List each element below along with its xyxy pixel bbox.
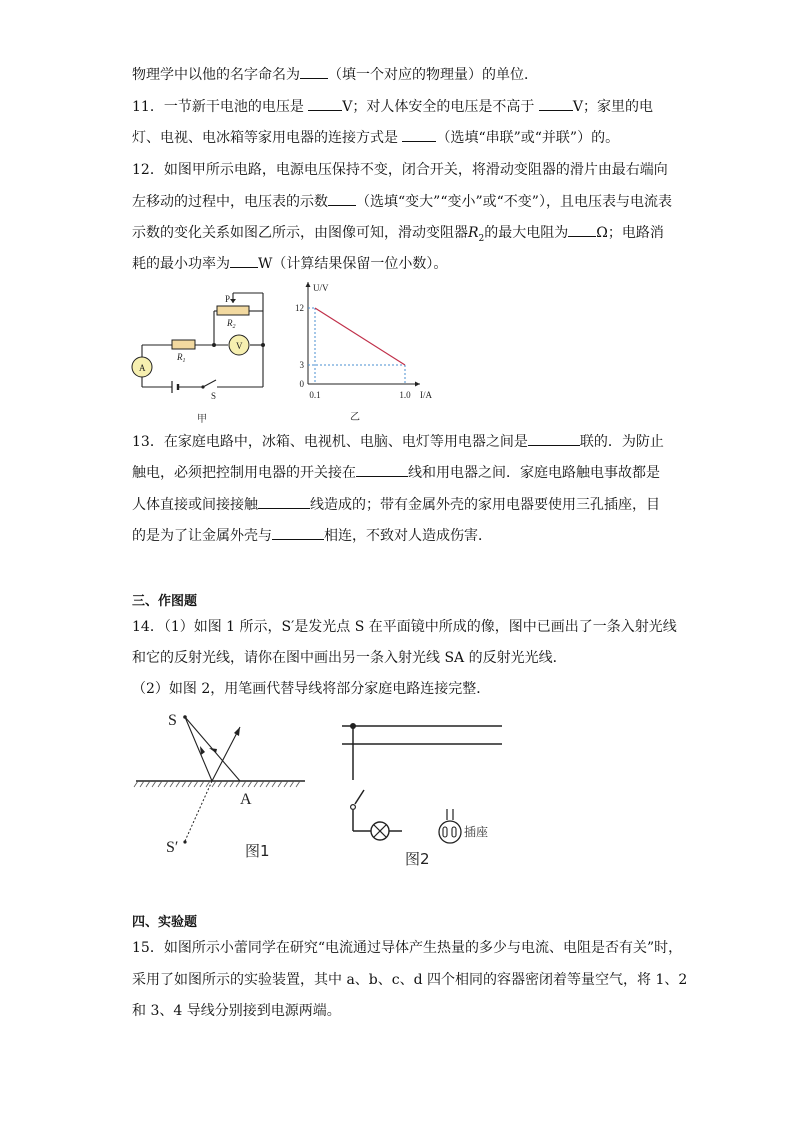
- q10-text-a: 物理学中以他的名字命名为: [132, 67, 300, 83]
- q13-line1: [132, 431, 664, 452]
- q15-line1: 15．如图所示小蕾同学在研究“电流通过导体产生热量的多少与电流、电阻是否有关”时，: [132, 940, 683, 956]
- resistor-r2: [217, 306, 249, 315]
- answer-blank[interactable]: [258, 494, 310, 509]
- answer-blank[interactable]: [356, 462, 408, 477]
- q13-text-f: 线造成的；带有金属外壳的家用电器要使用三孔插座，目: [310, 497, 660, 513]
- section-3-heading: 三、作图题: [132, 594, 198, 609]
- q12-line1: 12．如图甲所示电路，电源电压保持不变，闭合开关，将滑动变阻器的滑片由最右端向: [132, 162, 668, 178]
- q12-text-d: 的最大电阻为: [484, 225, 569, 241]
- q13-text-d: 线和用电器之间．家庭电路触电事故都是: [408, 465, 660, 481]
- q10-text-b: （填一个对应的物理量）的单位．: [328, 67, 538, 83]
- q14-line3: （2）如图 2，用笔画代替导线将部分家庭电路连接完整．: [132, 681, 491, 697]
- q13-text-g: 的是为了让金属外壳与: [132, 528, 272, 544]
- q12-text-e: Ω；电路消: [596, 225, 664, 241]
- label-a: A: [139, 363, 146, 373]
- socket-icon: [439, 809, 461, 843]
- q12-line2: [132, 191, 672, 212]
- y-tick-label: 12: [295, 303, 304, 313]
- figure-2-caption: 图2: [405, 850, 430, 868]
- u-i-graph: [292, 278, 432, 430]
- label-r1: $R_1$: [177, 352, 186, 364]
- y-axis-label: U/V: [313, 283, 329, 293]
- q12-text-a: 左移动的过程中，电压表的示数: [132, 194, 328, 210]
- q10-continuation: [132, 64, 538, 85]
- answer-blank[interactable]: [230, 253, 258, 268]
- q11-line1: [132, 96, 653, 117]
- slider-arrow-icon: [230, 299, 236, 303]
- y-tick-label: 0: [299, 379, 304, 389]
- q12-text-b: （选填“变大”“变小”或“不变”），且电压表与电流表: [356, 194, 672, 210]
- figure-1-mirror: [130, 705, 310, 870]
- graph-caption: 乙: [350, 412, 360, 423]
- figure-2-household-circuit: [340, 715, 510, 875]
- label-v: V: [236, 341, 243, 351]
- q12-line3: [132, 222, 664, 249]
- x-tick-label: 0.1: [309, 390, 321, 400]
- q11-text-d: 灯、电视、电冰箱等家用电器的连接方式是: [132, 130, 403, 146]
- answer-blank[interactable]: [300, 64, 328, 79]
- answer-blank[interactable]: [272, 525, 324, 540]
- q12-text-c: 示数的变化关系如图乙所示，由图像可知，滑动变阻器: [132, 225, 468, 241]
- label-p: P: [225, 294, 231, 304]
- answer-blank[interactable]: [539, 96, 573, 111]
- q13-line4: [132, 525, 492, 546]
- variable-r: R: [468, 225, 479, 241]
- x-axis-label: I/A: [420, 390, 432, 400]
- resistor-r1: [172, 340, 195, 349]
- switch-icon: [351, 805, 356, 810]
- label-s: S: [211, 391, 217, 401]
- data-line: [315, 308, 405, 365]
- x-tick-label: 1.0: [399, 390, 411, 400]
- q12-text-f: 耗的最小功率为: [132, 256, 230, 272]
- variable-r-subscript: 2: [478, 233, 485, 244]
- q15-line3: 和 3、4 导线分别接到电源两端。: [132, 1003, 341, 1019]
- q14-line2: 和它的反射光线，请你在图中画出另一条入射光线 SA 的反射光光线．: [132, 650, 567, 666]
- answer-blank[interactable]: [308, 96, 342, 111]
- q12-line4: [132, 253, 447, 274]
- virtual-ray: [185, 781, 212, 841]
- q13-text-a: 13．在家庭电路中，冰箱、电视机、电脑、电灯等用电器之间是: [132, 434, 528, 450]
- answer-blank[interactable]: [528, 431, 580, 446]
- q11-line2: [132, 127, 619, 148]
- circuit-diagram: [125, 285, 275, 430]
- q11-text-a: 11．一节新干电池的电压是: [132, 99, 309, 115]
- label-s-prime: S′: [166, 839, 179, 856]
- q11-text-e: （选填“串联”或“并联”）的。: [436, 130, 620, 146]
- answer-blank[interactable]: [402, 127, 436, 142]
- label-r2: $R_2$: [227, 318, 236, 330]
- q13-text-h: 相连，不致对人造成伤害．: [324, 528, 492, 544]
- section-4-heading: 四、实验题: [132, 915, 198, 930]
- q11-text-b: V；对人体安全的电压是不高于: [342, 99, 539, 115]
- q13-line3: [132, 494, 660, 515]
- incident-ray: [185, 717, 212, 781]
- y-tick-label: 3: [299, 360, 304, 370]
- label-s: S: [168, 712, 177, 729]
- q15-line2: 采用了如图所示的实验装置，其中 a、b、c、d 四个相同的容器密闭着等量空气，将 1、2: [132, 972, 688, 988]
- q14-line1: 14．（1）如图 1 所示，S′是发光点 S 在平面镜中所成的像，图中已画出了一条入射光线: [132, 619, 677, 635]
- figure-1-caption: 图1: [245, 842, 270, 860]
- q13-line2: [132, 462, 660, 483]
- circuit-caption: 甲: [197, 414, 207, 425]
- q11-text-c: V；家里的电: [572, 99, 653, 115]
- q13-text-b: 联的．为防止: [579, 434, 664, 450]
- q13-text-c: 触电，必须把控制用电器的开关接在: [132, 465, 356, 481]
- q13-text-e: 人体直接或间接接触: [132, 497, 258, 513]
- label-a: A: [240, 791, 252, 808]
- answer-blank[interactable]: [568, 222, 596, 237]
- socket-label: 插座: [464, 825, 489, 839]
- answer-blank[interactable]: [328, 191, 356, 206]
- q12-text-g: W（计算结果保留一位小数）。: [258, 256, 448, 272]
